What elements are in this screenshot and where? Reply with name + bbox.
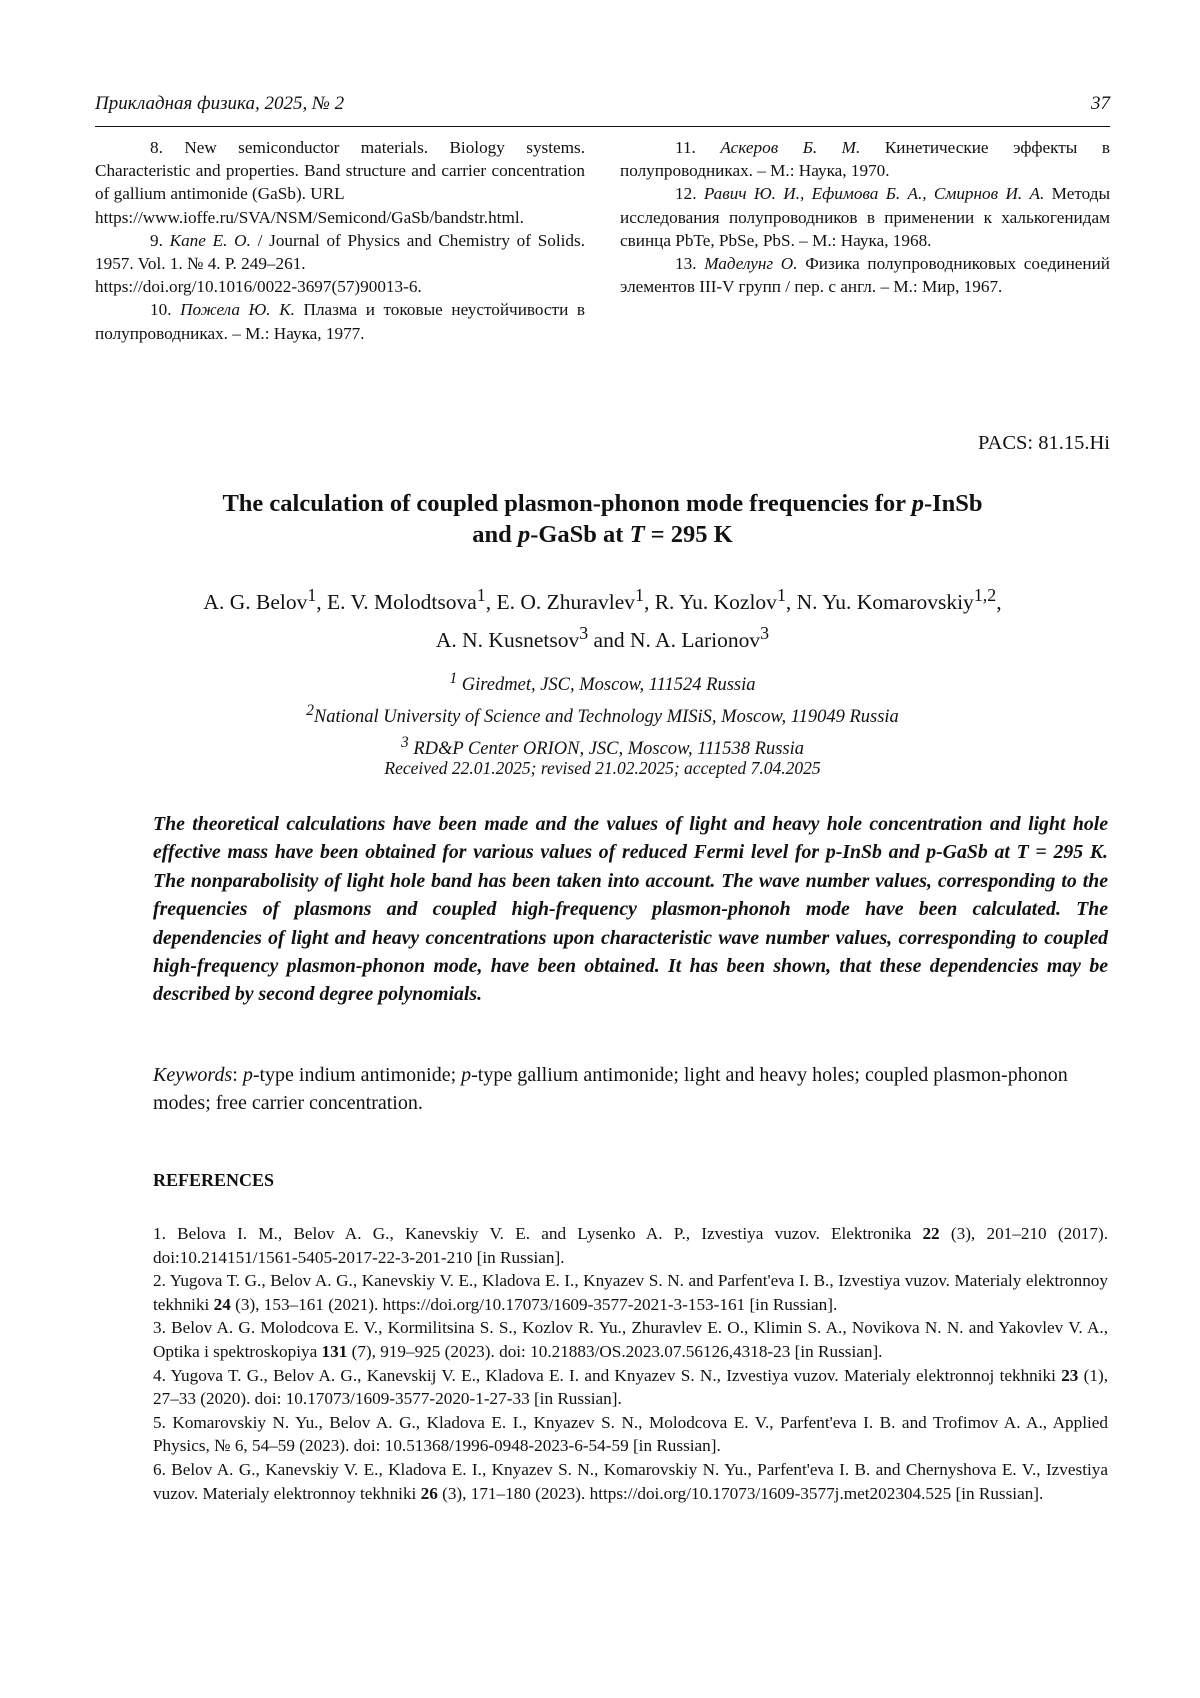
author-affiliation-mark: 3 — [760, 623, 770, 644]
affiliation: $^1$ Giredmet, JSC, Moscow, 111524 Russia — [449, 670, 756, 696]
page-number: 37 — [1091, 93, 1110, 114]
author-affiliation-mark: 1 — [776, 585, 786, 605]
prev-reference: 12. Равич Ю. И., Ефимова Б. А., Смирнов И. А. Методы исследования полупроводников в применении к халькогенидам свинца PbTe, PbSe, PbS. – М.: Наука, 1968. — [620, 184, 1110, 250]
prev-reference: 13. Маделунг О. Физика полупроводниковых соединений элементов III-V групп / пер. с англ. – М.: Мир, 1967. — [620, 254, 1110, 297]
author-name: N. Yu. Komarovskiy — [796, 590, 974, 615]
header-rule — [95, 126, 1110, 127]
prev-refs-right-column — [620, 136, 1110, 345]
prev-reference: 10. Пожела Ю. К. Плазма и токовые неустойчивости в полупроводниках. – М.: Наука, 1977. — [95, 300, 585, 343]
author-affiliation-mark: 3 — [579, 623, 589, 644]
received-dates: Received 22.01.2025; revised 21.02.2025; accepted 7.04.2025 — [384, 758, 821, 778]
prev-reference: 11. Аскеров Б. М. Кинетические эффекты в полупроводниках. – М.: Наука, 1970. — [620, 138, 1110, 181]
references-list — [153, 1222, 1108, 1505]
author-affiliation-mark: 1 — [307, 585, 317, 605]
prev-refs-left-column — [95, 136, 585, 345]
author-name: N. A. Larionov — [629, 628, 761, 653]
abstract: The theoretical calculations have been made and the values of light and heavy hole concentration and light hole effective mass have been obtained for various values of reduced Fermi level for p-InSb and p-GaSb at T = 295 K. The nonparabolisity of light hole band has been taken into account. The wave number values, corresponding to the frequencies of plasmons and coupled high-frequency plasmon-phonoh mode have been calculated. The dependencies of light and heavy concentrations upon characteristic wave number values, corresponding to coupled high-frequency plasmon-phonon mode, have been obtained. It has been shown, that these dependencies may be described by second degree polynomials. — [153, 813, 1108, 1006]
prev-reference-url: https://www.ioffe.ru/SVA/NSM/Semicond/GaSb/bandstr.html. — [95, 207, 524, 227]
author-affiliation-mark: 1 — [476, 585, 486, 605]
author-name: A. N. Kusnetsov — [435, 628, 580, 653]
reference-item: 3. Belov A. G. Molodcova E. V., Kormilitsina S. S., Kozlov R. Yu., Zhuravlev E. O., Klimin S. A., Novikova N. N. and Yakovlev V. A., Optika i spektroskopiya 131 (7), 919–925 (2023). doi: 10.21883/OS.2023.07.56126,4318-23 [in Russian]. — [153, 1318, 1108, 1361]
author-separator: , — [996, 590, 1002, 615]
reference-item: 5. Komarovskiy N. Yu., Belov A. G., Kladova E. I., Knyazev S. N., Molodcova E. V., Parfent'eva I. B. and Trofimov A. A., Applied Physics, № 6, 54–59 (2023). doi: 10.51368/1996-0948-2023-6-54-59 [in Russian]. — [153, 1412, 1108, 1456]
reference-item: 4. Yugova T. G., Belov A. G., Kanevskij V. E., Kladova E. I. and Knyazev S. N., Izvestiya vuzov. Materialy elektronnoj tekhniki 23 (1), 27–33 (2020). doi: 10.17073/1609-3577-2020-1-27-33 [in Russian]. — [153, 1365, 1109, 1409]
author-affiliation-mark: 1,2 — [973, 585, 997, 605]
article-title: The calculation of coupled plasmon-phonon mode frequencies for p-InSb and p-GaSb at T = 295 K — [222, 490, 983, 548]
affiliation: $^2$National University of Science and Technology MISiS, Moscow, 119049 Russia — [306, 702, 899, 728]
prev-reference: 9. Kane E. O. / Journal of Physics and Chemistry of Solids. 1957. Vol. 1. № 4. P. 249–261. — [95, 230, 585, 274]
affiliation: $^3$ RD&P Center ORION, JSC, Moscow, 111538 Russia — [400, 734, 805, 760]
author-list — [95, 580, 1110, 656]
prev-reference: 8. New semiconductor materials. Biology systems. Characteristic and properties. Band structure and carrier concentration of gallium antimonide (GaSb). URL — [95, 138, 585, 204]
journal-page — [95, 0, 1110, 1698]
references-heading: REFERENCES — [153, 1170, 275, 1190]
previous-article-references — [95, 136, 1110, 345]
author-name: A. G. Belov — [203, 590, 308, 615]
author-name: R. Yu. Kozlov — [654, 590, 777, 615]
journal-name: Прикладная физика, 2025, № 2 — [95, 93, 345, 114]
keywords: Keywords: p-type indium antimonide; p-type gallium antimonide; light and heavy holes; coupled plasmon-phonon modes; free carrier concentration. — [153, 1064, 1068, 1114]
affiliations — [95, 666, 1110, 762]
author-separator: and — [588, 628, 630, 653]
reference-item: 2. Yugova T. G., Belov A. G., Kanevskiy V. E., Kladova E. I., Knyazev S. N. and Parfent'eva I. B., Izvestiya vuzov. Materialy elektronnoy tekhniki 24 (3), 153–161 (2021). https://doi.org/10.17073/1609-3577-2021-3-153-161 [in Russian]. — [153, 1271, 1108, 1314]
running-head — [95, 92, 1110, 116]
reference-item: 1. Belova I. M., Belov A. G., Kanevskiy V. E. and Lysenko A. P., Izvestiya vuzov. Elektronika 22 (3), 201–210 (2017). doi:10.214151/1561-5405-2017-22-3-201-210 [in Russian]. — [153, 1224, 1108, 1267]
pacs-code: PACS: 81.15.Hi — [978, 432, 1110, 454]
author-separator: , — [485, 590, 497, 615]
author-separator: , — [316, 590, 328, 615]
reference-item: 6. Belov A. G., Kanevskiy V. E., Kladova E. I., Knyazev S. N., Komarovskiy N. Yu., Parfent'eva I. B. and Chernyshova E. V., Izvestiya vuzov. Materialy elektronnoy tekhniki 26 (3), 171–180 (2023). https://doi.org/10.17073/1609-3577j.met202304.525 [in Russian]. — [153, 1459, 1108, 1503]
author-affiliation-mark: 1 — [635, 585, 644, 605]
author-separator: , — [785, 590, 797, 615]
author-name: E. O. Zhuravlev — [496, 590, 635, 615]
author-separator: , — [643, 590, 655, 615]
author-name: E. V. Molodtsova — [327, 590, 477, 615]
prev-reference-url: https://doi.org/10.1016/0022-3697(57)90013-6. — [95, 277, 422, 297]
